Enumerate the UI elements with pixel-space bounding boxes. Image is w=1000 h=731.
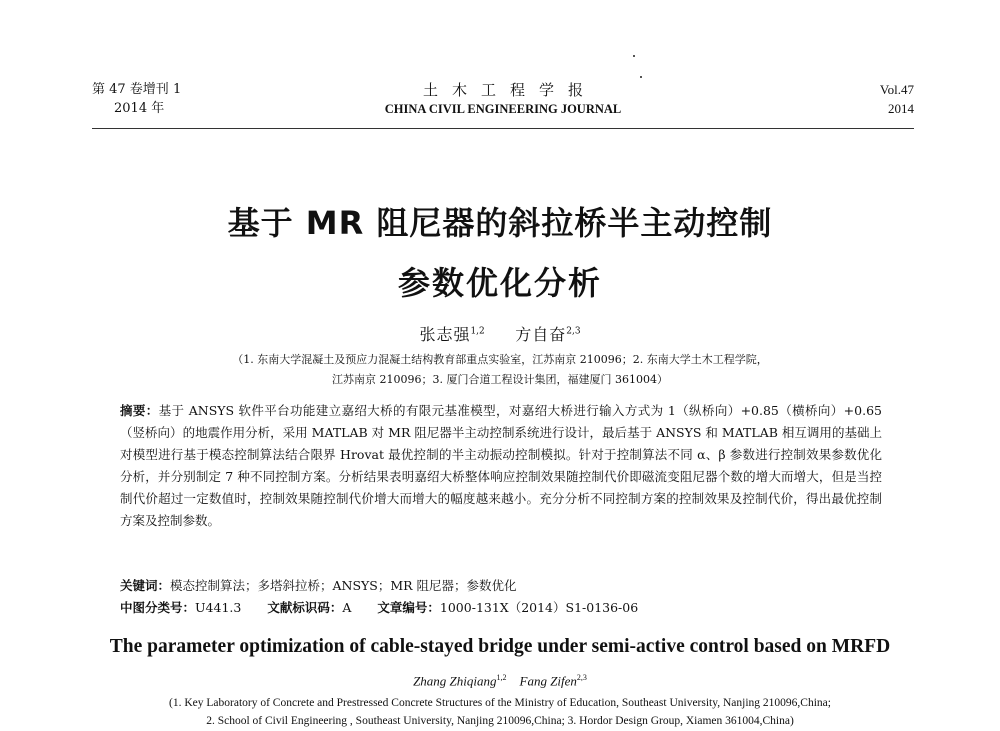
author-list (0, 322, 1000, 345)
clc-value: U441.3 (195, 600, 242, 615)
header-volume: Vol.47 (879, 82, 914, 97)
journal-name-en: CHINA CIVIL ENGINEERING JOURNAL (384, 102, 622, 116)
scan-speck (633, 55, 635, 57)
english-title: The parameter optimization of cable-stayed bridge under semi-active control based on MRFD (109, 636, 891, 657)
affiliation-line2: 江苏南京 210096；3. 厦门合道工程设计集团，福建厦门 361004） (332, 373, 668, 386)
abstract-text: 基于 ANSYS 软件平台功能建立嘉绍大桥的有限元基准模型，对嘉绍大桥进行输入方式为 1（纵桥向）+0.85（横桥向）+0.65（竖桥向）的地震作用分析，采用 MATLAB 对 MR 阻尼器半主动控制系统进行设计，最后基于 ANSYS 和 MATLAB 相互调用的基础上对模型进行基于模态控制算法结合限界 Hrovat 最优控制的半主动振动控制模拟。针对于控制算法不同 α、β 参数进行控制效果参数优化分析，并分别制定 7 种不同控制方案。分析结果表明嘉绍大桥整体响应控制效果随控制代价即磁流变阻尼器个数的增大而增大，但是当控制代价超过一定数值时，控制效果随控制代价增大而增大的幅度越来越小。充分分析不同控制方案的控制效果及控制代价，得出最优控制方案及控制参数。 (120, 403, 882, 528)
journal-name (92, 80, 914, 118)
abstract-label: 摘要： (120, 403, 159, 418)
running-header (92, 80, 914, 130)
header-volume-en (880, 80, 914, 118)
english-author-name: Zhang Zhiqiang (413, 673, 497, 689)
header-year: 2014 (888, 101, 914, 116)
header-year-cn: 2014 年 (114, 101, 165, 116)
doc-code-value: A (342, 600, 352, 615)
header-volume-issue: 第 47 卷增刊 1 (92, 82, 182, 97)
journal-name-cn: 土木工程学报 (422, 81, 597, 99)
author-affil-mark: 1,2 (470, 326, 485, 337)
abstract (120, 400, 882, 532)
keywords-label: 关键词： (120, 578, 171, 593)
scan-speck (640, 76, 642, 78)
keywords-text: 模态控制算法；多塔斜拉桥；ANSYS；MR 阻尼器；参数优化 (170, 578, 517, 593)
english-author-affil-mark: 2,3 (576, 673, 587, 682)
english-author-list (0, 673, 1000, 689)
article-number-label: 文章编号： (377, 600, 440, 615)
english-author-affil-mark: 1,2 (496, 673, 507, 682)
english-author-name: Fang Zifen (519, 673, 577, 689)
author-affil-mark: 2,3 (566, 326, 581, 337)
header-rule (92, 128, 914, 129)
author-name: 张志强 (419, 325, 471, 344)
author-name: 方自奋 (515, 325, 567, 344)
english-affiliation-line2: 2. School of Civil Engineering , Southeast University, Nanjing 210096,China; 3. Hordor Design Group, Xiamen 361004,China) (206, 715, 794, 727)
paper-title-line1: 基于 MR 阻尼器的斜拉桥半主动控制 (227, 204, 773, 242)
affiliation-line1: （1. 东南大学混凝土及预应力混凝土结构教育部重点实验室，江苏南京 210096；2. 东南大学土木工程学院， (232, 353, 768, 366)
article-number-value: 1000-131X（2014）S1-0136-06 (439, 600, 639, 615)
keywords (120, 575, 882, 597)
classification-line (120, 597, 882, 619)
english-affiliation-line1: (1. Key Laboratory of Concrete and Prestressed Concrete Structures of the Ministry of Education, Southeast University, Nanjing 210096,China; (169, 697, 831, 709)
clc-label: 中图分类号： (120, 600, 196, 615)
doc-code-label: 文献标识码： (267, 600, 343, 615)
paper-title-line2: 参数优化分析 (397, 264, 602, 302)
